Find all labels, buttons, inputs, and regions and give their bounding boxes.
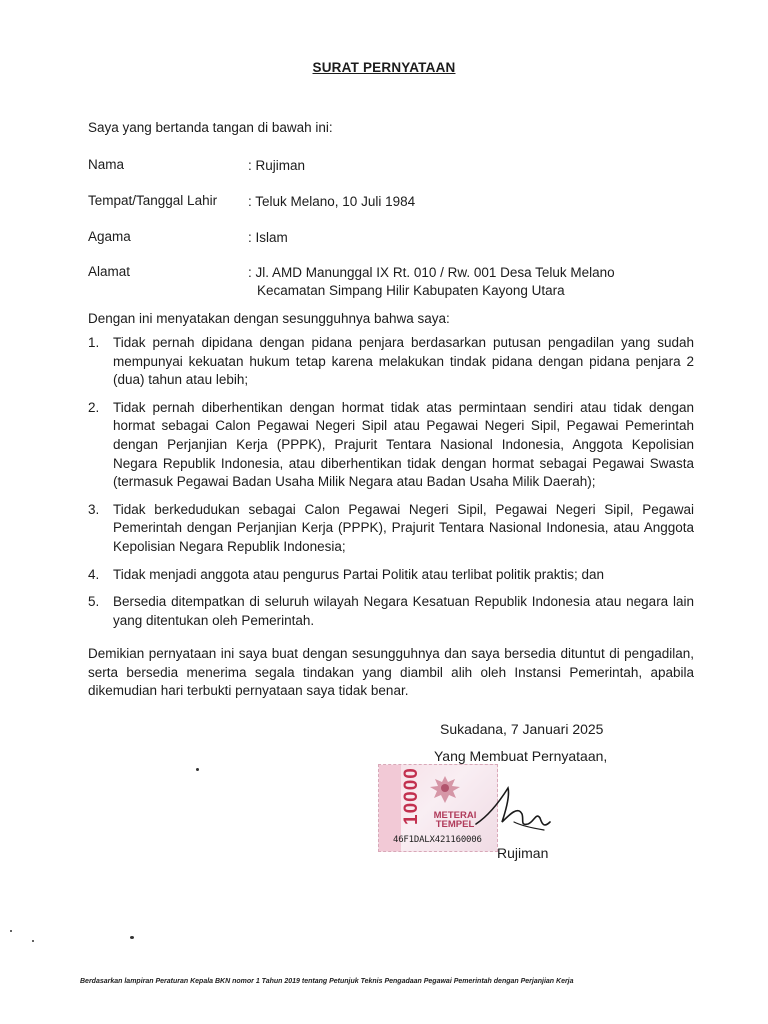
intro-text: Saya yang bertanda tangan di bawah ini: [88, 120, 333, 135]
clause-text: Tidak pernah diberhentikan dengan hormat tidak atas permintaan sendiri atau tidak dengan hormat sebagai Calon Pegawai Negeri Sipil atau Pegawai Negeri Sipil, Pegawai Pemerintah dengan Perjanjian Kerja (PPPK), Prajurit Tentara Nasional Indonesia, Anggota Kepolisian Negara Republik Indonesia, atau diberhentikan tidak dengan hormat sebagai Pegawai Swasta (termasuk Pegawai Badan Usaha Milik Negara atau Badan Usaha Milik Daerah); [113, 399, 694, 490]
clause-text: Bersedia ditempatkan di seluruh wilayah Negara Kesatuan Republik Indonesia atau negara lain yang ditentukan oleh Pemerintah. [113, 594, 694, 628]
stamp-label-line-1: METERAI [433, 810, 477, 821]
field-value-birth: : Teluk Melano, 10 Juli 1984 [248, 194, 416, 209]
scan-speck [10, 930, 12, 932]
field-label-alamat: Alamat [88, 264, 131, 279]
clause-text: Tidak pernah dipidana dengan pidana penjara berdasarkan putusan pengadilan yang sudah mempunyai kekuatan hukum tetap karena melakukan tindak pidana dengan pidana penjara 2 (dua) tahun atau lebih; [113, 335, 694, 388]
clause-list [88, 334, 694, 639]
garuda-emblem-icon [425, 773, 465, 809]
scan-speck [196, 768, 199, 771]
field-value-alamat [248, 264, 688, 300]
clause-number: 4. [88, 566, 100, 582]
field-value-nama: : Rujiman [248, 158, 306, 173]
scan-speck [130, 936, 134, 939]
alamat-line-2: Kecamatan Simpang Hilir Kabupaten Kayong Utara [257, 283, 565, 298]
signer-role: Yang Membuat Pernyataan, [434, 748, 608, 764]
field-label-nama: Nama [88, 157, 125, 172]
signature-icon [470, 776, 560, 846]
clause-text: Tidak berkedudukan sebagai Calon Pegawai Negeri Sipil, Pegawai Negeri Sipil, Pegawai Pemerintah dengan Perjanjian Kerja (PPPK), Prajurit Tentara Nasional Indonesia, atau Anggota Kepolisian Negara Republik Indonesia; [113, 501, 694, 554]
clause-number: 3. [88, 501, 100, 517]
stamp-label-line-2: TEMPEL [435, 819, 475, 830]
clause-number: 2. [88, 399, 100, 415]
alamat-line-1: : Jl. AMD Manunggal IX Rt. 010 / Rw. 001 Desa Teluk Melano [248, 265, 615, 280]
clause-item [88, 399, 694, 492]
field-label-agama: Agama [88, 229, 131, 244]
clause-item [88, 566, 694, 585]
clause-number: 1. [88, 335, 100, 350]
footer-note: Berdasarkan lampiran Peraturan Kepala BKN nomor 1 Tahun 2019 tentang Petunjuk Teknis Pengadaan Pegawai Pemerintah dengan Perjanjian Kerja [80, 978, 574, 985]
stamp-value: 10000 [401, 767, 422, 825]
clause-item [88, 334, 694, 390]
clause-text: Tidak menjadi anggota atau pengurus Partai Politik atau terlibat politik praktis; dan [113, 566, 605, 582]
clause-item [88, 501, 694, 557]
stamp-serial: 46F1DALX421160006 [393, 835, 482, 845]
place-date: Sukadana, 7 Januari 2025 [440, 721, 604, 737]
declaration-intro: Dengan ini menyatakan dengan sesungguhnya bahwa saya: [88, 311, 450, 326]
closing-paragraph: Demikian pernyataan ini saya buat dengan sesungguhnya dan saya bersedia dituntut di pengadilan, serta bersedia menerima segala tindakan yang diambil alih oleh Instansi Pemerintah, apabila dikemudian hari terbukti pernyataan saya tidak benar. [88, 646, 694, 699]
scan-speck [32, 940, 34, 942]
clause-number: 5. [88, 594, 100, 610]
signer-name: Rujiman [497, 845, 549, 861]
field-label-birth: Tempat/Tanggal Lahir [88, 193, 218, 208]
field-value-agama: : Islam [248, 230, 288, 245]
clause-item [88, 593, 694, 630]
document-title: SURAT PERNYATAAN [312, 60, 456, 75]
